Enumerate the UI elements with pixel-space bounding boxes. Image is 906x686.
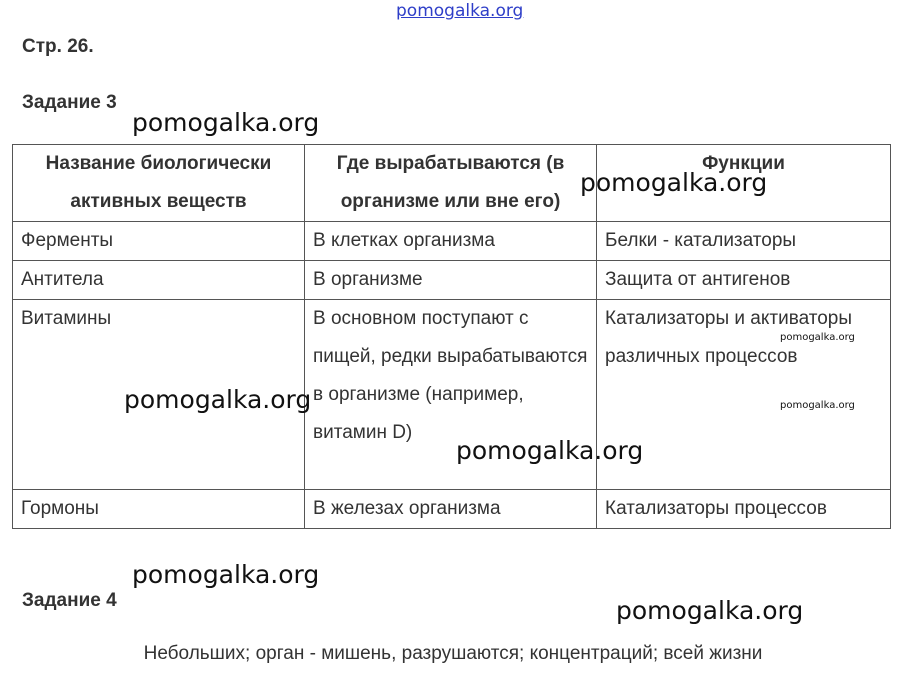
watermark-text-small: pomogalka.org [780, 400, 855, 411]
page-number: Стр. 26. [22, 36, 94, 57]
header-cell: Где вырабатываются (в организме или вне его) [305, 145, 597, 222]
watermark-text: pomogalka.org [456, 436, 644, 465]
table-cell: Витамины [13, 300, 305, 490]
table-row [13, 261, 891, 300]
table-cell: Катализаторы процессов [597, 490, 891, 529]
table-cell: В основном поступают с пищей, редки вырабатываются в организме (например, витамин D) [305, 300, 597, 490]
table-cell: Антитела [13, 261, 305, 300]
watermark-text: pomogalka.org [580, 168, 768, 197]
watermark-text-small: pomogalka.org [780, 332, 855, 343]
table-row [13, 222, 891, 261]
top-watermark-link[interactable]: pomogalka.org [396, 1, 524, 21]
table-cell: Катализаторы и активаторы различных процессов [597, 300, 891, 490]
header-cell: Функции [597, 145, 891, 222]
table-cell: Гормоны [13, 490, 305, 529]
table-cell: В клетках организма [305, 222, 597, 261]
watermark-text: pomogalka.org [132, 560, 320, 589]
task3-title: Задание 3 [22, 92, 117, 113]
task4-answer: Небольших; орган - мишень, разрушаются; концентраций; всей жизни [143, 643, 763, 664]
watermark-text: pomogalka.org [124, 385, 312, 414]
bio-substances-table [12, 144, 891, 529]
table-cell: Белки - катализаторы [597, 222, 891, 261]
table-cell: В железах организма [305, 490, 597, 529]
table-cell: Ферменты [13, 222, 305, 261]
task4-title: Задание 4 [22, 590, 117, 611]
header-cell: Название биологически активных веществ [13, 145, 305, 222]
watermark-text: pomogalka.org [132, 108, 320, 137]
watermark-text: pomogalka.org [616, 596, 804, 625]
table-cell: В организме [305, 261, 597, 300]
table-row [13, 490, 891, 529]
table-cell: Защита от антигенов [597, 261, 891, 300]
